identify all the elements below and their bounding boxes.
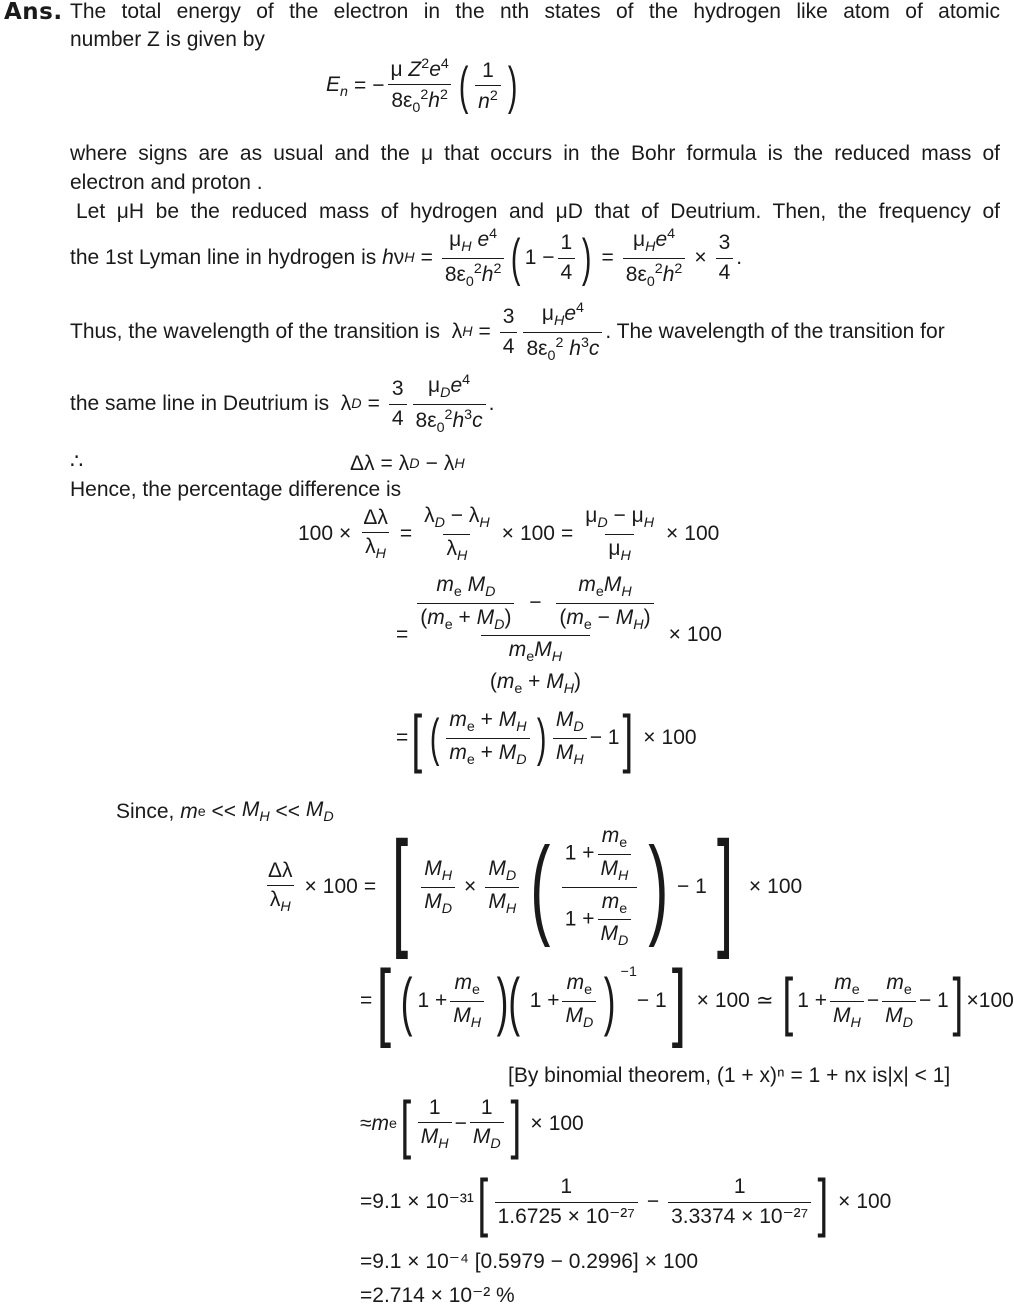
bracket-value: [0.5979 − 0.2996] — [474, 1250, 639, 1273]
delta-lambda-def: Δλ = λ D − λ H — [350, 452, 465, 475]
binomial-note: [By binomial theorem, (1 + x)ⁿ = 1 + nx is|x| < 1] — [508, 1064, 951, 1087]
delta-lambda-expansion: $\frac{\Delta\lambda}{\lambda_H}$ × 100 = [ $\frac{M_H}{M_D}$ × $\frac{M_D}{M_H}$ ( 1 + $\frac{m_e}{M_H}$ 1 + $\frac{m_e}{M_D}$ ) − 1 ] × 100 — [268, 814, 803, 960]
since-line: Since, m e << $M_H$ << $M_D$ — [116, 798, 334, 826]
let-line: Let μH be the reduced mass of hydrogen and μD that of Deutrium. Then, the frequency of — [76, 200, 1000, 223]
thus-after: . The wavelength of the transition for — [605, 320, 945, 344]
md-value: 3.3374 × 10⁻²⁷ — [668, 1202, 811, 1229]
binomial-step: = [ ( 1 + $\frac{m_e}{M_H}$ )( 1 + $\frac{m_e}{M_D}$ ) $^{-1}$ − 1 ] × 100 ≃ [ 1 + $\frac{m_e}{M_H}$ − $\frac{m_e}{M_D}$ − 1 ] ×100 — [360, 953, 1014, 1049]
final-result: = 2.714 × 10⁻² % — [360, 1284, 515, 1307]
wavelength-d-line: the same line in Deutrium is λ D = $\frac{3}{4}$ $\frac{\mu_De^4}{8\varepsilon_0^2h^3c}$ . — [70, 372, 495, 436]
thus-text: Thus, the wavelength of the transition is — [70, 320, 441, 344]
percentage-eq-1: 100 × $\frac{\Delta\lambda}{\lambda_H}$ = $\frac{\lambda_D - \lambda_H}{\lambda_H}$ × 100 = $\frac{\mu_D - \mu_H}{\mu_H}$ × 100 — [298, 504, 720, 564]
hundred-1: 100 — [298, 522, 334, 546]
lyman-four: 4 — [558, 258, 576, 285]
therefore-symbol: ∴ — [70, 450, 84, 473]
intro-line-2: number Z is given by — [70, 28, 265, 51]
lyman-frequency-line: the 1st Lyman line in hydrogen is h ν H = $\frac{\mu_H e^4}{8\varepsilon_0^2h^2}$ ( 1 − $\frac{1}{4}$ ) = $\frac{\mu_He^4}{8\varepsilon_0^2h^2}$ × $\frac{3}{4}$ . — [70, 226, 743, 290]
numeric-substitution: = 9.1 × 10⁻³¹ [ $\frac{1}{\text{1.6725 × 10⁻²⁷}}$ − $\frac{1}{\text{3.3374 × 10⁻²⁷}}$ ] × 100 — [360, 1166, 892, 1238]
lyman-text: the 1st Lyman line in hydrogen is — [70, 246, 377, 270]
wavelength-h-line: Thus, the wavelength of the transition is λ H = $\frac{3}{4}$ $\frac{\mu_He^4}{8\varepsilon_0^2 h^3c}$ . The wavelength of the transition for — [70, 300, 945, 364]
bracket-ratio: = [ ( $\frac{m_e + M_H}{m_e + M_D}$ ) $\frac{M_D}{M_H}$ − 1 ] × 100 — [396, 702, 697, 774]
compound-fraction: = $\frac{m_e M_D}{(m_e + M_D)}$ − $\frac{m_eM_H}{(m_e - M_H)}$ $m_eM_H$ $(m_e + M_H)$ × 100 — [396, 573, 722, 698]
approx-step: ≈ m e [ $\frac{1}{M_H}$ − $\frac{1}{M_D}$ ] × 100 — [360, 1088, 584, 1160]
mh-value: 1.6725 × 10⁻²⁷ — [495, 1202, 638, 1229]
since-text: Since, — [116, 799, 175, 823]
numeric-step: = 9.1 × 10⁻⁴ [0.5979 − 0.2996] × 100 — [360, 1250, 699, 1273]
signs-line-1: where signs are as usual and the μ that occurs in the Bohr formula is the reduced mass of — [70, 142, 1000, 165]
energy-formula: $E_n$ = − $\frac{\mu Z^2e^4}{8\varepsilon_0^2h^2}$ ( $\frac{1}{n^2}$ ) — [326, 56, 518, 117]
signs-line-2: electron and proton . — [70, 171, 263, 194]
same-text: the same line in Deutrium is — [70, 392, 330, 416]
hence-text: Hence, the percentage difference is — [70, 478, 402, 501]
lyman-three: 3 — [718, 231, 731, 255]
me-value: 9.1 × 10⁻³¹ — [372, 1189, 474, 1213]
answer-label: Ans. — [4, 0, 63, 25]
result-value: 2.714 × 10⁻² % — [372, 1284, 515, 1307]
intro-line-1: The total energy of the electron in the nth states of the hydrogen like atom of atomic — [70, 0, 1000, 23]
step-value: 9.1 × 10⁻⁴ — [372, 1250, 469, 1273]
